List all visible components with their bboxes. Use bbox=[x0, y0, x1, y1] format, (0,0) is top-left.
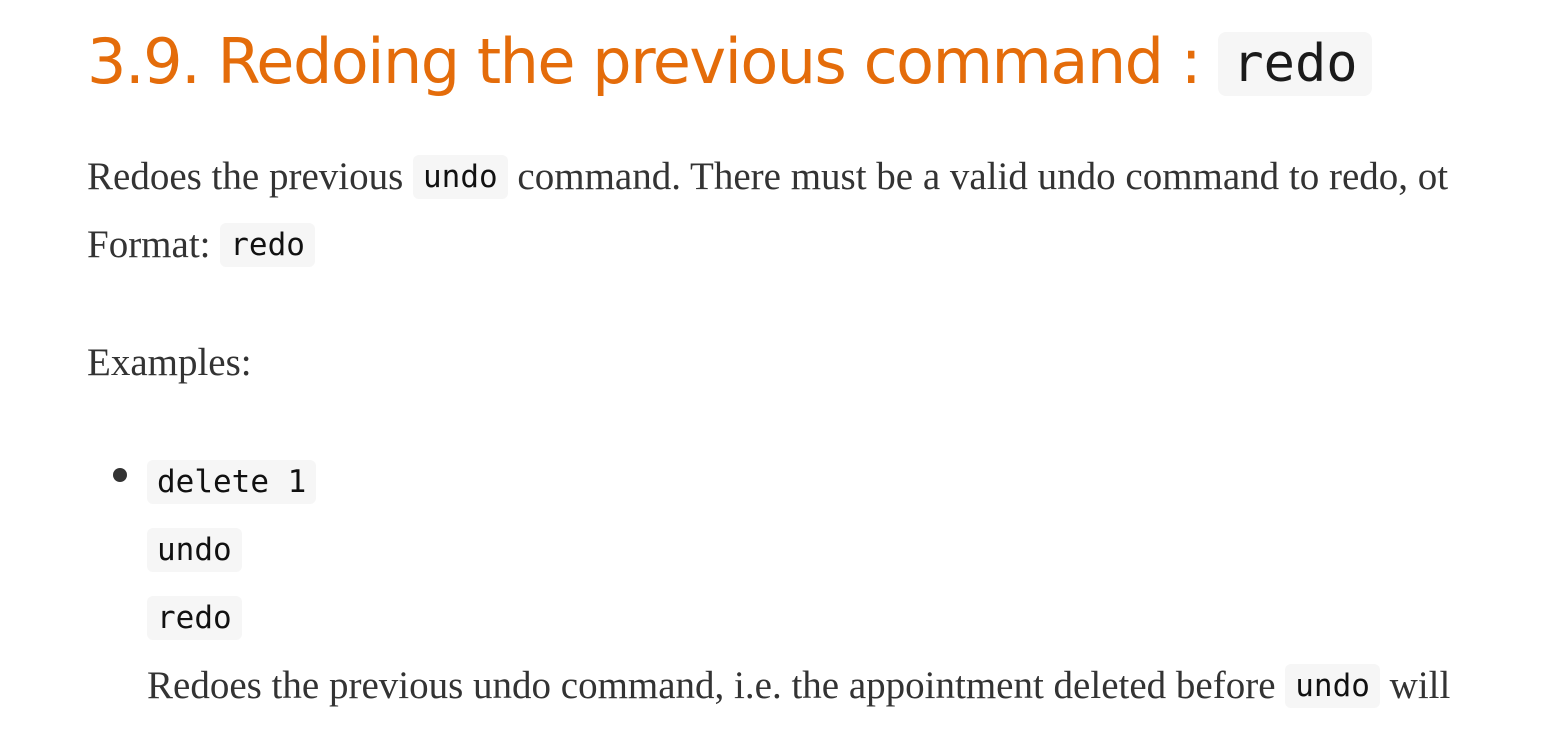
example-description bbox=[147, 659, 1450, 713]
format-code: redo bbox=[220, 223, 315, 267]
list-bullet-icon bbox=[113, 468, 127, 482]
heading-command-code: redo bbox=[1218, 32, 1371, 96]
example-command-line bbox=[147, 455, 316, 509]
example-command-code: delete 1 bbox=[147, 460, 316, 504]
format-label: Format: bbox=[87, 223, 221, 266]
command-description bbox=[87, 150, 1448, 204]
example-command-code: redo bbox=[147, 596, 242, 640]
example-command-code: undo bbox=[147, 528, 242, 572]
example-command-line bbox=[147, 523, 242, 577]
description-text-after: command. There must be a valid undo command to redo, ot bbox=[507, 155, 1449, 198]
description-text-before: Redoes the previous bbox=[87, 155, 414, 198]
section-heading bbox=[87, 19, 1372, 107]
example-desc-undo-code: undo bbox=[1285, 664, 1380, 708]
example-command-line bbox=[147, 591, 242, 645]
format-line bbox=[87, 218, 315, 272]
description-undo-code: undo bbox=[413, 155, 508, 199]
example-desc-text-before: Redoes the previous undo command, i.e. the appointment deleted before bbox=[147, 664, 1286, 707]
example-desc-text-after: will bbox=[1379, 664, 1451, 707]
examples-label: Examples: bbox=[87, 341, 252, 384]
heading-text: 3.9. Redoing the previous command : bbox=[87, 25, 1219, 98]
